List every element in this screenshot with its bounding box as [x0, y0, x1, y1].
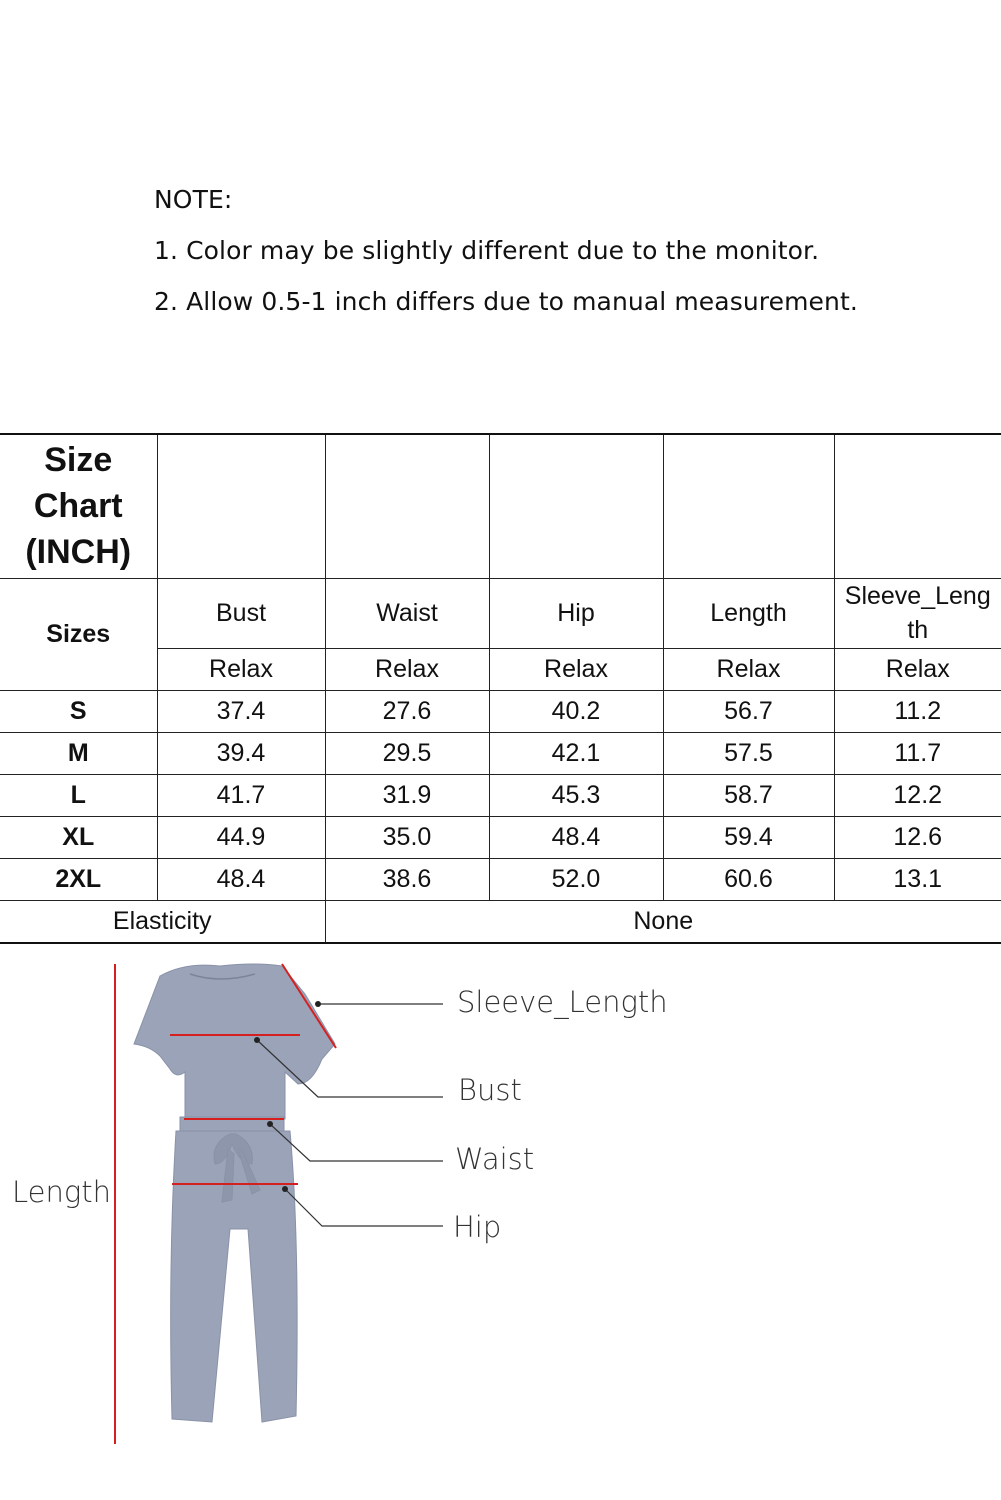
value-cell: 31.9 [325, 774, 489, 816]
size-chart-table [0, 433, 1001, 944]
measurement-diagram [0, 944, 1001, 1500]
size-cell: M [0, 732, 157, 774]
note-line-2: 2. Allow 0.5-1 inch differs due to manual measurement. [154, 287, 858, 316]
value-cell: 13.1 [834, 858, 1001, 900]
value-cell: 40.2 [489, 690, 663, 732]
jumpsuit-silhouette [134, 964, 335, 1422]
fit-cell: Relax [663, 648, 834, 690]
column-header: Sleeve_Leng th [834, 578, 1001, 648]
note-line-1: 1. Color may be slightly different due to the monitor. [154, 236, 820, 265]
table-row [0, 816, 1001, 858]
elasticity-row [0, 900, 1001, 943]
note-heading: NOTE: [154, 185, 233, 214]
value-cell: 57.5 [663, 732, 834, 774]
column-header: Bust [157, 578, 325, 648]
length-label: Length [12, 1175, 112, 1209]
value-cell: 59.4 [663, 816, 834, 858]
value-cell: 48.4 [157, 858, 325, 900]
column-header: Waist [325, 578, 489, 648]
fit-cell: Relax [157, 648, 325, 690]
value-cell: 56.7 [663, 690, 834, 732]
value-cell: 35.0 [325, 816, 489, 858]
value-cell: 11.2 [834, 690, 1001, 732]
column-header: Length [663, 578, 834, 648]
table-row [0, 774, 1001, 816]
elasticity-label: Elasticity [0, 900, 325, 943]
value-cell: 37.4 [157, 690, 325, 732]
value-cell: 39.4 [157, 732, 325, 774]
elasticity-value: None [325, 900, 1001, 943]
value-cell: 58.7 [663, 774, 834, 816]
value-cell: 60.6 [663, 858, 834, 900]
table-row [0, 690, 1001, 732]
table-row [0, 858, 1001, 900]
fit-cell: Relax [834, 648, 1001, 690]
value-cell: 12.2 [834, 774, 1001, 816]
note-block [154, 180, 858, 333]
size-cell: S [0, 690, 157, 732]
table-row [0, 732, 1001, 774]
sizes-header: Sizes [0, 578, 157, 690]
size-cell: L [0, 774, 157, 816]
value-cell: 42.1 [489, 732, 663, 774]
table-title-row [0, 434, 1001, 578]
value-cell: 12.6 [834, 816, 1001, 858]
value-cell: 11.7 [834, 732, 1001, 774]
value-cell: 44.9 [157, 816, 325, 858]
value-cell: 45.3 [489, 774, 663, 816]
hip-label: Hip [453, 1210, 502, 1244]
value-cell: 38.6 [325, 858, 489, 900]
sleeve-length-label: Sleeve_Length [457, 985, 668, 1019]
fit-cell: Relax [489, 648, 663, 690]
waist-label: Waist [455, 1142, 535, 1176]
value-cell: 48.4 [489, 816, 663, 858]
value-cell: 29.5 [325, 732, 489, 774]
fit-cell: Relax [325, 648, 489, 690]
value-cell: 52.0 [489, 858, 663, 900]
size-cell: 2XL [0, 858, 157, 900]
bust-label: Bust [458, 1073, 522, 1107]
table-header-row [0, 578, 1001, 648]
size-cell: XL [0, 816, 157, 858]
value-cell: 41.7 [157, 774, 325, 816]
column-header: Hip [489, 578, 663, 648]
value-cell: 27.6 [325, 690, 489, 732]
size-chart-title: Size Chart (INCH) [0, 434, 157, 578]
